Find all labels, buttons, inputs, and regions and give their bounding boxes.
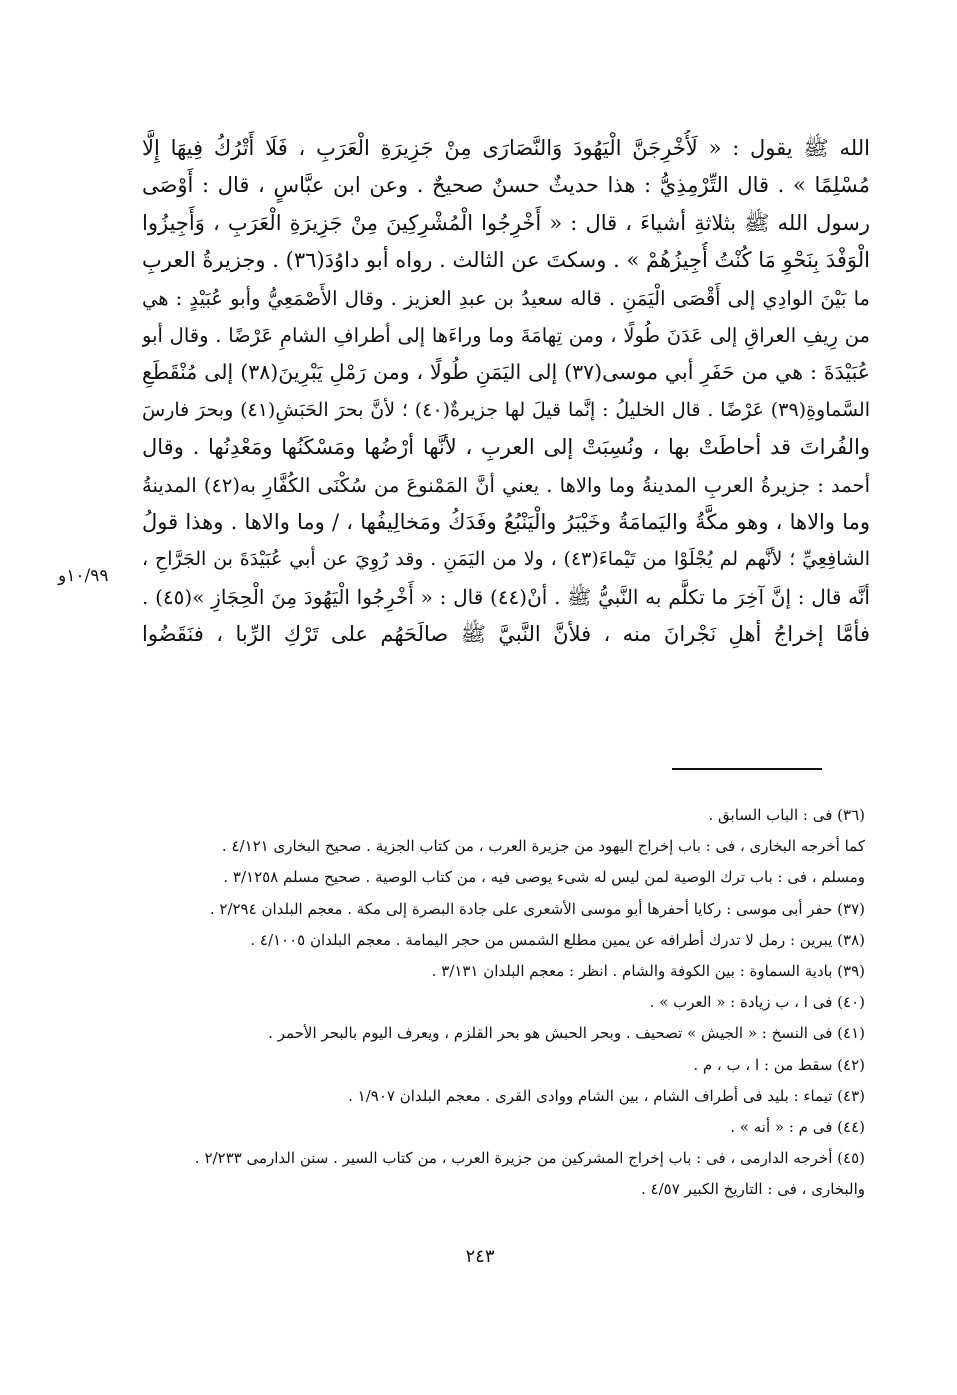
footnote-line: (٤١) فى النسخ : « الجيش » تصحيف . وبحر الحبش هو بحر القلزم ، ويعرف اليوم بالبحر الأحمر . <box>268 1024 865 1043</box>
footnote-line: (٣٧) حفر أبى موسى : ركايا أحفرها أبو موسى الأشعرى على جادة البصرة إلى مكة . معجم البلدان ٢/٢٩٤ . <box>209 899 865 918</box>
footnotes-block <box>150 800 865 1205</box>
footnote-line: (٤٠) فى ا ، ب زيادة : « العرب » . <box>649 993 865 1012</box>
main-text-line: من رِيفِ العراقِ إلى عَدَنَ طُولًا ، ومن تِهامَةَ وما وراءَها إلى أطرافِ الشامِ عَرْضًا . وقال أبو <box>142 323 870 347</box>
main-text-line: عُبَيْدَةَ : هي من حَفَرِ أبي موسى(٣٧) إلى اليَمَنِ طُولًا ، ومن رَمْلِ يَبْرِينَ(٣٨) إلى مُنْقَطَعِ <box>142 360 870 385</box>
footnote-line: والبخارى ، فى : التاريخ الكبير ٤/٥٧ . <box>641 1180 865 1199</box>
main-text-line: رسول الله ﷺ بثلاثةِ أشياءَ ، قال : « أَخْرِجُوا الْمُشْرِكِينَ مِنْ جَزِيرَةِ الْعَرَبِ ، وَأَجِيزُوا <box>142 210 870 235</box>
main-text-line: الْوَفْدَ بِنَحْوِ مَا كُنْتُ أُجِيزُهُمْ » . وسكتَ عن الثالث . رواه أبو داوُدَ(٣٦) . وجزيرةُ العربِ <box>142 248 870 273</box>
footnote-line: (٣٩) بادية السماوة : بين الكوفة والشام . انظر : معجم البلدان ٣/١٣١ . <box>431 961 865 980</box>
main-text-line: والفُراتَ قد أحاطَتْ بها ، ونُسِبَتْ إلى العربِ ، لأنَّها أرْضُها ومَسْكَنُها ومَعْدِنُها . وقال <box>142 435 870 460</box>
footnote-line: (٤٣) تيماء : بليد فى أطراف الشام ، بين الشام ووادى القرى . معجم البلدان ١/٩٠٧ . <box>348 1086 865 1105</box>
margin-folio-note: ١٠/٩٩و <box>58 566 109 586</box>
footnote-line: (٤٢) سقط من : ا ، ب ، م . <box>693 1055 865 1074</box>
footnote-separator <box>672 768 822 770</box>
footnote-line: (٤٥) أخرجه الدارمى ، فى : باب إخراج المشركين من جزيرة العرب ، من كتاب السير . سنن الدارمى ٢/٢٣٣ . <box>194 1149 865 1168</box>
main-text-line: ما بَيْنَ الوادِي إلى أَقْصَى الْيَمَنِ . قاله سعيدُ بن عبدِ العزيز . وقال الأَصْمَعِيُّ وأبو عُبَيْدٍ : هي <box>142 286 870 310</box>
footnote-line: ومسلم ، فى : باب ترك الوصية لمن ليس له شىء يوصى فيه ، من كتاب الوصية . صحيح مسلم ٣/١٢٥٨ . <box>223 868 865 887</box>
footnote-line: (٣٦) فى : الباب السابق . <box>708 806 865 824</box>
main-text-block <box>142 130 870 653</box>
main-text-line: فأمَّا إخراجُ أهلِ نَجْرانَ منه ، فلأنَّ النَّبيَّ ﷺ صالَحَهُم على تَرْكِ الرِّبا ، فنَقَضُوا <box>142 622 870 647</box>
page-number: ٢٤٣ <box>465 1246 495 1267</box>
footnote-line: كما أخرجه البخارى ، فى : باب إخراج اليهود من جزيرة العرب ، من كتاب الجزية . صحيح البخارى ٤/١٢١ . <box>221 837 865 856</box>
main-text-line: السَّماوةِ(٣٩) عَرْضًا . قال الخليلُ : إنَّما قيلَ لها جزيرةٌ(٤٠) ؛ لأنَّ بحرَ الحَبَشِ(٤١) وبحرَ فارسَ <box>142 398 870 421</box>
main-text-line: أنَّه قال : إنَّ آخِرَ ما تكلَّم به النَّبيُّ ﷺ . أنْ(٤٤) قال : « أَخْرِجُوا الْيَهُودَ مِنَ الْحِجَازِ »(٤٥) . <box>142 584 870 609</box>
main-text-line: الشافِعِيِّ ؛ لأنَّهم لم يُجْلَوْا من تَيْماءَ(٤٣) ، ولا من اليَمَنِ . وقد رُوِيَ عن أبي عُبَيْدَةَ بن الجَرَّاحِ ، <box>142 548 870 571</box>
main-text-line: مُسْلِمًا » . قال التِّرْمِذِيُّ : هذا حديثٌ حسنٌ صحيحٌ . وعن ابن عبَّاسٍ ، قال : أَوْصَى <box>142 173 870 198</box>
main-text-line: أحمد : جزيرةُ العربِ المدينةُ وما والاها . يعني أنَّ المَمْنوعَ من سُكْنَى الكُفَّارِ به(٤٢) المدينةُ <box>142 473 870 497</box>
main-text-line: الله ﷺ يقول : « لَأُخْرِجَنَّ الْيَهُودَ وَالنَّصَارَى مِنْ جَزِيرَةِ الْعَرَبِ ، فَلَا أَتْرُكُ فِيهَا إِلَّا <box>142 136 870 160</box>
footnote-line: (٤٤) فى م : « أنه » . <box>730 1117 865 1136</box>
footnote-line: (٣٨) يبرين : رمل لا تدرك أطرافه عن يمين مطلع الشمس من حجر اليمامة . معجم البلدان ٤/١٠٠٥ . <box>250 930 865 949</box>
main-text-line: وما والاها ، وهو مكَّةُ واليَمامَةُ وخَيْبَرُ والْيَنْبُعُ وفَدَكُ ومَخالِيفُها ، / وما والاها . وهذا قولُ <box>142 509 870 534</box>
